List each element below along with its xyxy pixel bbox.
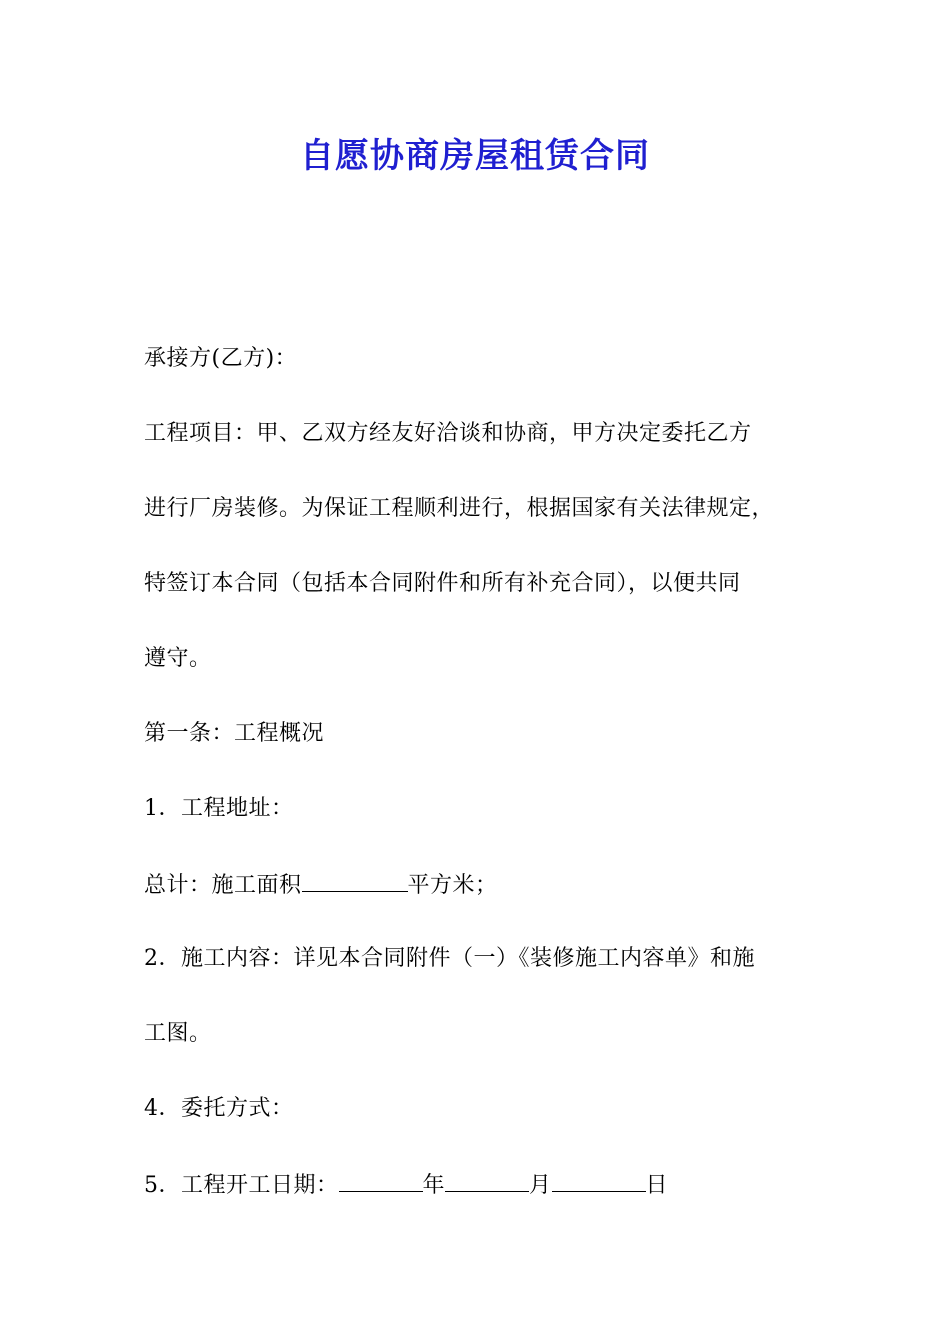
start-date-line	[144, 1169, 668, 1201]
total-area-prefix: 总计：施工面积	[144, 873, 302, 898]
month-blank-field[interactable]	[445, 1169, 529, 1192]
body-line: 工程项目：甲、乙双方经友好洽谈和协商，甲方决定委托乙方	[144, 421, 752, 446]
address-line: 1．工程地址：	[144, 796, 294, 821]
body-line: 工图。	[144, 1021, 212, 1046]
area-blank-field[interactable]	[302, 869, 408, 892]
section-heading: 第一条：工程概况	[144, 721, 325, 746]
body-line: 特签订本合同（包括本合同附件和所有补充合同），以便共同	[144, 571, 741, 596]
body-line: 遵守。	[144, 646, 212, 671]
day-label: 日	[645, 1173, 669, 1198]
commission-line: 4．委托方式：	[144, 1096, 294, 1121]
total-area-suffix: 平方米；	[407, 873, 498, 898]
body-line: 2．施工内容：详见本合同附件（一）《装修施工内容单》和施	[144, 946, 755, 971]
total-area-line	[144, 869, 498, 901]
year-label: 年	[422, 1173, 446, 1198]
start-date-prefix: 5．工程开工日期：	[144, 1173, 339, 1198]
month-label: 月	[529, 1173, 552, 1198]
year-blank-field[interactable]	[339, 1169, 423, 1192]
party-b-line: 承接方(乙方)：	[144, 346, 298, 371]
day-blank-field[interactable]	[552, 1169, 646, 1192]
body-line: 进行厂房装修。为保证工程顺利进行，根据国家有关法律规定，	[144, 496, 775, 521]
document-title: 自愿协商房屋租赁合同	[300, 136, 650, 176]
